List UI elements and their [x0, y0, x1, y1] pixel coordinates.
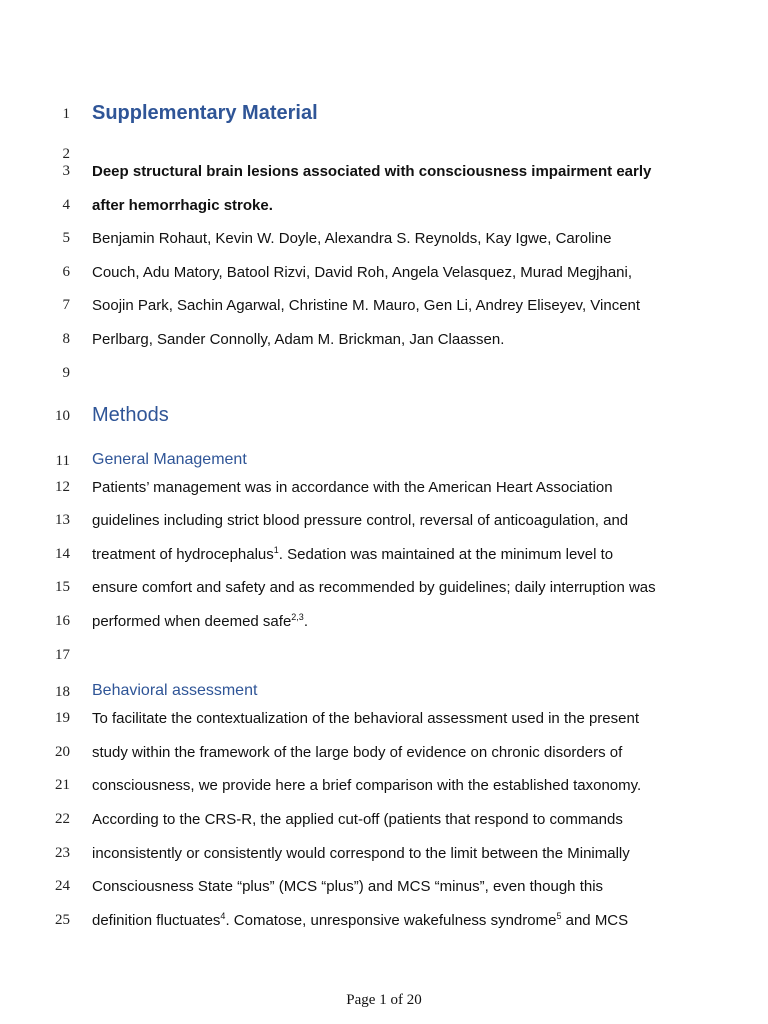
body-text: . Sedation was maintained at the minimum level to	[278, 546, 614, 563]
body-text: and MCS	[561, 912, 629, 929]
line-number: 19	[55, 710, 70, 726]
line-number: 4	[62, 197, 70, 213]
citation-superscript: 1	[273, 545, 279, 555]
paper-title: Deep structural brain lesions associated with consciousness impairment early	[92, 163, 652, 180]
body-line: ensure comfort and safety and as recommended by guidelines; daily interruption was	[92, 579, 656, 596]
line-number: 1	[62, 106, 70, 122]
author-list: Couch, Adu Matory, Batool Rizvi, David Roh, Angela Velasquez, Murad Megjhani,	[92, 264, 633, 281]
page-footer: Page 1 of 20	[346, 992, 422, 1008]
body-line	[92, 613, 308, 630]
line-number: 10	[55, 408, 70, 424]
body-text: .	[303, 613, 308, 630]
citation-superscript: 2,3	[291, 612, 304, 622]
citation-superscript: 5	[556, 911, 562, 921]
body-line: To facilitate the contextualization of the behavioral assessment used in the present	[92, 710, 639, 727]
line-number: 9	[62, 365, 70, 381]
body-line	[92, 546, 613, 563]
line-number: 12	[55, 479, 70, 495]
line-number: 6	[62, 264, 70, 280]
body-line: inconsistently or consistently would correspond to the limit between the Minimally	[92, 845, 630, 862]
body-line: Patients’ management was in accordance with the American Heart Association	[92, 479, 613, 496]
line-number: 21	[55, 777, 70, 793]
author-list: Benjamin Rohaut, Kevin W. Doyle, Alexandra S. Reynolds, Kay Igwe, Caroline	[92, 230, 612, 247]
line-number: 11	[55, 453, 70, 469]
author-list: Perlbarg, Sander Connolly, Adam M. Brickman, Jan Claassen.	[92, 331, 505, 348]
line-number: 13	[55, 512, 70, 528]
body-text: definition fluctuates	[92, 912, 221, 929]
body-line: study within the framework of the large body of evidence on chronic disorders of	[92, 744, 623, 761]
author-list: Soojin Park, Sachin Agarwal, Christine M. Mauro, Gen Li, Andrey Eliseyev, Vincent	[92, 297, 641, 314]
line-number: 2	[62, 146, 70, 162]
subsection-heading: Behavioral assessment	[92, 682, 258, 699]
body-line	[92, 912, 628, 929]
body-line: Consciousness State “plus” (MCS “plus”) and MCS “minus”, even though this	[92, 878, 604, 895]
body-text: performed when deemed safe	[92, 613, 292, 630]
line-number: 3	[62, 163, 70, 179]
body-line: consciousness, we provide here a brief comparison with the established taxonomy.	[92, 777, 642, 794]
body-text: . Comatose, unresponsive wakefulness syndrome	[225, 912, 557, 929]
citation-superscript: 4	[220, 911, 226, 921]
line-number: 22	[55, 811, 70, 827]
line-number: 15	[55, 579, 70, 595]
section-heading: Methods	[92, 404, 169, 426]
line-number: 18	[55, 684, 70, 700]
page-title: Supplementary Material	[92, 102, 318, 124]
line-number: 8	[62, 331, 70, 347]
line-number: 16	[55, 613, 70, 629]
body-line: According to the CRS-R, the applied cut-off (patients that respond to commands	[92, 811, 623, 828]
line-number: 5	[62, 230, 70, 246]
body-line: guidelines including strict blood pressure control, reversal of anticoagulation, and	[92, 512, 629, 529]
line-number: 24	[55, 878, 70, 894]
line-number: 7	[62, 297, 70, 313]
subsection-heading: General Management	[92, 451, 247, 468]
body-text: treatment of hydrocephalus	[92, 546, 274, 563]
line-number: 17	[55, 647, 70, 663]
line-number: 14	[55, 546, 70, 562]
line-number: 20	[55, 744, 70, 760]
paper-title: after hemorrhagic stroke.	[92, 197, 273, 214]
line-number: 25	[55, 912, 70, 928]
line-number: 23	[55, 845, 70, 861]
